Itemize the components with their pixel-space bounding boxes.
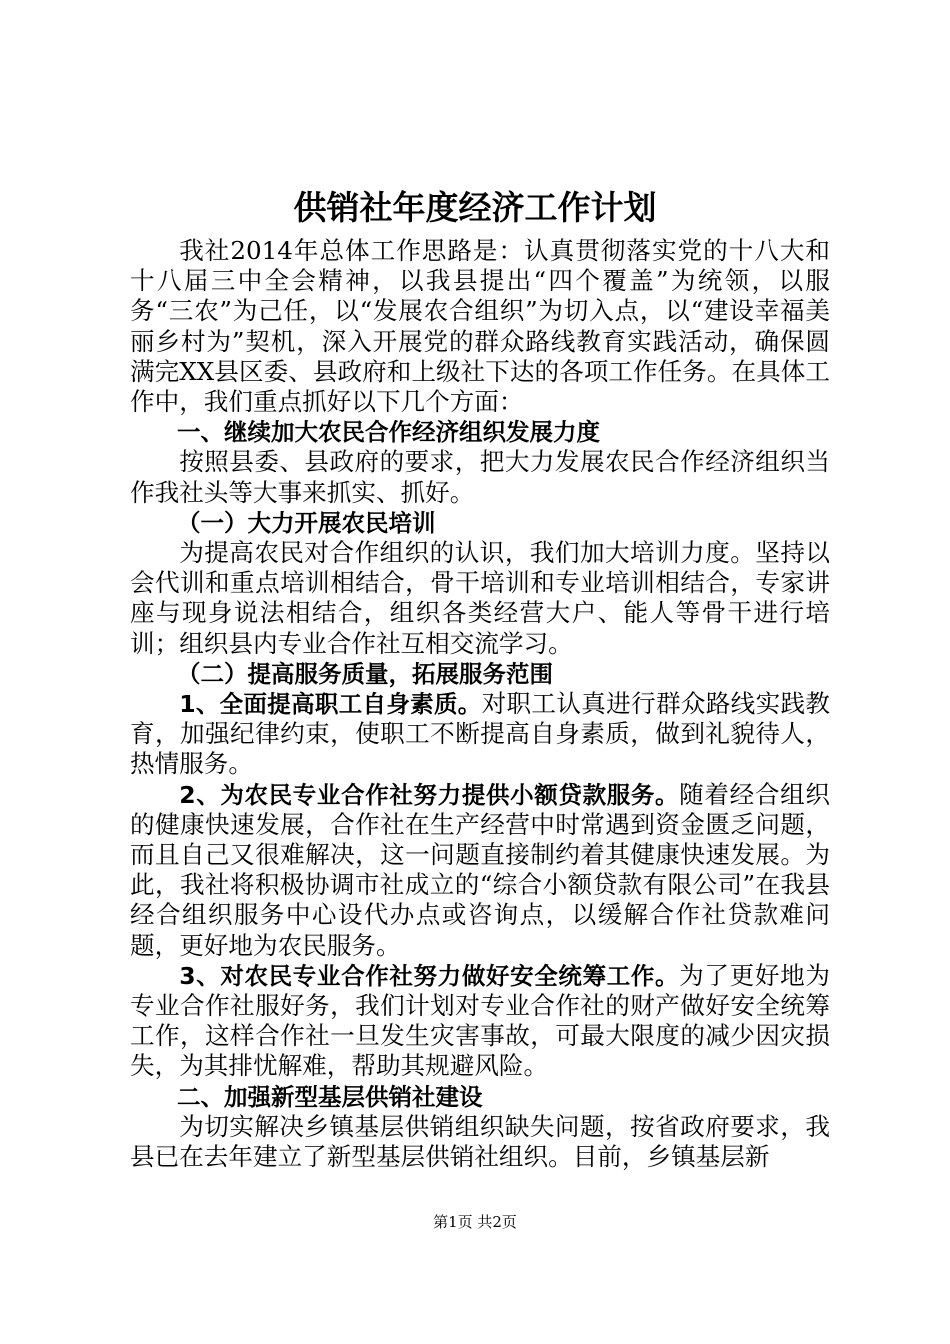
subsection-2-heading: （二）提高服务质量，拓展服务范围 [177, 659, 553, 688]
item-3-lead: 3、对农民专业合作社努力做好安全统筹工作。 [179, 961, 680, 990]
intro-paragraph: 我社2014年总体工作思路是：认真贯彻落实党的十八大和十八届三中全会精神，以我县提出“四个覆盖”为统领，以服务“三农”为己任，以“发展农合组织”为切入点，以“建设幸福美丽乡村为”契机，深入开展党的群众路线教育实践活动，确保圆满完XX县区委、县政府和上级社下达的各项工作任务。在具体工作中，我们重点抓好以下几个方面： [130, 236, 830, 417]
subsection-1-paragraph: 为提高农民对合作组织的认识，我们加大培训力度。坚持以会代训和重点培训相结合，骨干培训和专业培训相结合，专家讲座与现身说法相结合，组织各类经营大户、能人等骨干进行培训；组织县内专业合作社互相交流学习。 [130, 538, 830, 658]
section-2-heading: 二、加强新型基层供销社建设 [177, 1082, 483, 1111]
document-body [130, 236, 830, 1172]
section-1-heading: 一、继续加大农民合作经济组织发展力度 [177, 418, 600, 447]
item-2-paragraph [130, 780, 830, 961]
section-2-paragraph: 为切实解决乡镇基层供销组织缺失问题，按省政府要求，我县已在去年建立了新型基层供销社组织。目前，乡镇基层新 [130, 1111, 830, 1172]
document-title: 供销社年度经济工作计划 [293, 188, 657, 227]
section-1-paragraph: 按照县委、县政府的要求，把大力发展农民合作经济组织当作我社头等大事来抓实、抓好。 [130, 447, 830, 507]
item-1-text: 对职工认真进行群众路线实践教育，加强纪律约束，使职工不断提高自身素质，做到礼貌待人，热情服务。 [130, 689, 830, 779]
item-1-paragraph [130, 689, 830, 780]
item-1-lead: 1、全面提高职工自身素质。 [179, 690, 482, 719]
item-3-text: 为了更好地为专业合作社服好务，我们计划对专业合作社的财产做好安全统筹工作，这样合作社一旦发生灾害事故，可最大限度的减少因灾损失，为其排忧解难，帮助其规避风险。 [130, 960, 830, 1081]
page-footer: 第1页 共2页 [433, 1213, 517, 1231]
item-2-text: 随着经合组织的健康快速发展，合作社在生产经营中时常遇到资金匮乏问题，而且自己又很难解决，这一问题直接制约着其健康快速发展。为此，我社将积极协调市社成立的“综合小额贷款有限公司”在我县经合组织服务中心设代办点或咨询点，以缓解合作社贷款难问题，更好地为农民服务。 [130, 779, 830, 960]
item-3-paragraph [130, 961, 830, 1082]
subsection-1-heading: （一）大力开展农民培训 [177, 508, 436, 537]
item-2-lead: 2、为农民专业合作社努力提供小额贷款服务。 [179, 780, 680, 809]
